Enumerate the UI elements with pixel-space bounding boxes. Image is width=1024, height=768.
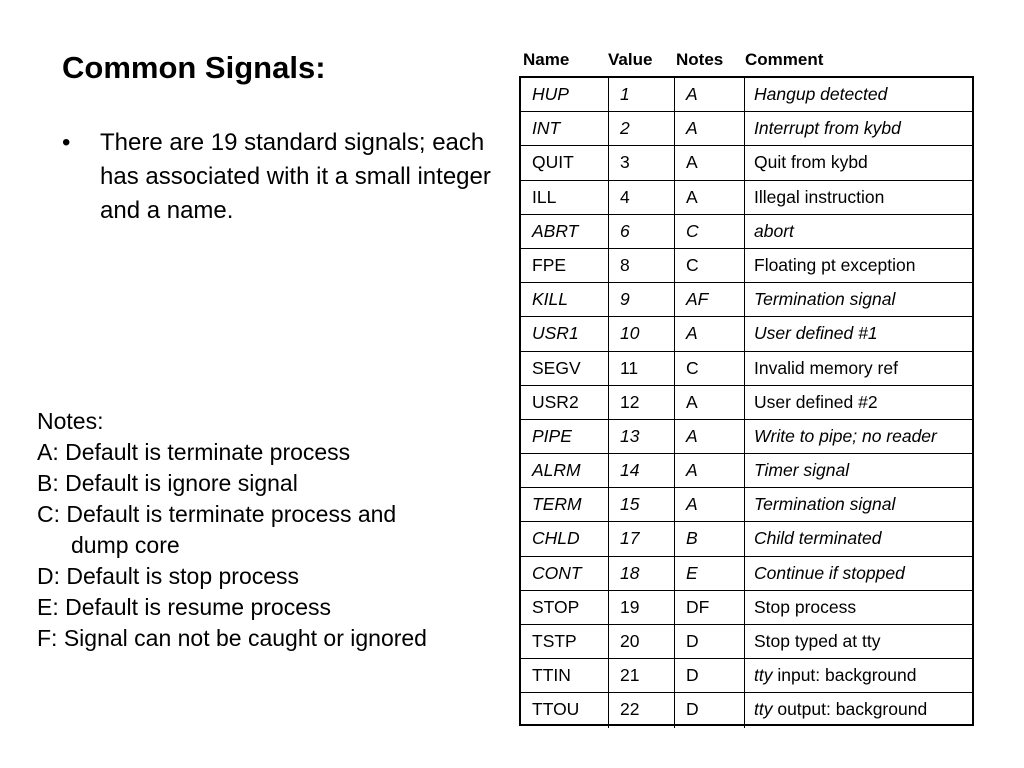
table-row bbox=[521, 181, 972, 215]
signal-comment-cell: Stop typed at tty bbox=[754, 631, 881, 651]
signal-comment-cell: Child terminated bbox=[754, 528, 882, 549]
signal-name-cell: ALRM bbox=[521, 454, 609, 487]
signal-name-cell: KILL bbox=[521, 283, 609, 316]
table-row bbox=[521, 557, 972, 591]
table-row bbox=[521, 283, 972, 317]
table-row bbox=[521, 522, 972, 556]
signal-notes-cell: DF bbox=[675, 591, 745, 624]
table-row bbox=[521, 454, 972, 488]
signal-name-cell: QUIT bbox=[521, 146, 609, 179]
table-row bbox=[521, 78, 972, 112]
signal-notes-cell: C bbox=[675, 215, 745, 248]
note-f: F: Signal can not be caught or ignored bbox=[37, 625, 427, 651]
signal-value-cell: 8 bbox=[609, 249, 675, 282]
signal-comment-cell: Termination signal bbox=[754, 494, 896, 515]
notes-heading: Notes: bbox=[37, 408, 104, 434]
note-c: C: Default is terminate process and bbox=[37, 501, 397, 527]
signal-name-cell: ILL bbox=[521, 181, 609, 214]
signal-name-cell: INT bbox=[521, 112, 609, 145]
signal-comment-cell: Hangup detected bbox=[754, 84, 888, 104]
signal-name-cell: ABRT bbox=[521, 215, 609, 248]
signal-notes-cell: A bbox=[675, 112, 745, 145]
table-row bbox=[521, 352, 972, 386]
signal-table bbox=[519, 76, 974, 726]
signal-comment-cell: Termination signal bbox=[754, 289, 896, 310]
bullet-point bbox=[62, 126, 502, 228]
signal-comment-cell: Invalid memory ref bbox=[754, 357, 898, 378]
signal-comment-cell bbox=[745, 693, 972, 727]
table-row bbox=[521, 386, 972, 420]
signal-notes-cell: B bbox=[675, 522, 745, 555]
signal-value-cell: 22 bbox=[609, 693, 675, 727]
signal-name-cell: TTOU bbox=[521, 693, 609, 727]
signal-comment-cell: Illegal instruction bbox=[754, 186, 885, 207]
signal-comment-cell: Interrupt from kybd bbox=[754, 118, 901, 139]
signal-notes-cell: AF bbox=[675, 283, 745, 316]
header-value: Value bbox=[608, 50, 653, 69]
signal-value-cell: 13 bbox=[609, 420, 675, 453]
signal-comment-cell bbox=[745, 659, 972, 692]
header-notes: Notes bbox=[676, 50, 724, 69]
signal-value-cell: 1 bbox=[609, 78, 675, 111]
note-d: D: Default is stop process bbox=[37, 563, 300, 589]
signal-value-cell: 2 bbox=[609, 112, 675, 145]
signal-notes-cell: A bbox=[675, 146, 745, 179]
table-row bbox=[521, 146, 972, 180]
signal-value-cell: 20 bbox=[609, 625, 675, 658]
table-row bbox=[521, 659, 972, 693]
signal-value-cell: 3 bbox=[609, 146, 675, 179]
signal-comment-cell: Continue if stopped bbox=[754, 562, 905, 583]
comment-text: input: background bbox=[772, 665, 917, 686]
signal-notes-cell: A bbox=[675, 454, 745, 487]
signal-notes-cell: A bbox=[675, 78, 745, 111]
table-row bbox=[521, 420, 972, 454]
signal-notes-cell: C bbox=[675, 352, 745, 385]
table-row bbox=[521, 488, 972, 522]
signal-name-cell: SEGV bbox=[521, 352, 609, 385]
signal-value-cell: 12 bbox=[609, 386, 675, 419]
comment-emphasis: tty bbox=[754, 665, 773, 686]
table-header bbox=[0, 49, 1024, 71]
signal-value-cell: 19 bbox=[609, 591, 675, 624]
signal-name-cell: STOP bbox=[521, 591, 609, 624]
signal-notes-cell: A bbox=[675, 181, 745, 214]
signal-notes-cell: A bbox=[675, 317, 745, 350]
signal-comment-cell: User defined #2 bbox=[754, 391, 878, 412]
header-name: Name bbox=[523, 50, 570, 69]
signal-value-cell: 15 bbox=[609, 488, 675, 521]
comment-text: output: background bbox=[772, 699, 928, 720]
signal-notes-cell: A bbox=[675, 386, 745, 419]
signal-comment-cell: Quit from kybd bbox=[754, 152, 868, 173]
signal-value-cell: 11 bbox=[609, 352, 675, 385]
notes-block bbox=[37, 406, 497, 654]
signal-name-cell: USR2 bbox=[521, 386, 609, 419]
note-a: A: Default is terminate process bbox=[37, 439, 351, 465]
table-row bbox=[521, 591, 972, 625]
table-row bbox=[521, 317, 972, 351]
table-row bbox=[521, 625, 972, 659]
signal-name-cell: USR1 bbox=[521, 317, 609, 350]
table-row bbox=[521, 215, 972, 249]
signal-value-cell: 6 bbox=[609, 215, 675, 248]
note-e: E: Default is resume process bbox=[37, 594, 332, 620]
signal-name-cell: TSTP bbox=[521, 625, 609, 658]
signal-comment-cell: Write to pipe; no reader bbox=[754, 425, 937, 446]
signal-comment-cell: Stop process bbox=[754, 596, 857, 617]
signal-notes-cell: E bbox=[675, 557, 745, 590]
signal-comment-cell: Floating pt exception bbox=[754, 254, 916, 275]
table-row bbox=[521, 693, 972, 727]
comment-emphasis: tty bbox=[754, 699, 773, 720]
signal-value-cell: 21 bbox=[609, 659, 675, 692]
bullet-dot-icon: • bbox=[62, 129, 71, 156]
signal-value-cell: 14 bbox=[609, 454, 675, 487]
signal-name-cell: FPE bbox=[521, 249, 609, 282]
header-comment: Comment bbox=[745, 50, 824, 69]
signal-value-cell: 10 bbox=[609, 317, 675, 350]
slide-title: Common Signals: bbox=[62, 50, 326, 85]
signal-name-cell: HUP bbox=[521, 78, 609, 111]
table-row bbox=[521, 249, 972, 283]
signal-name-cell: TERM bbox=[521, 488, 609, 521]
signal-value-cell: 4 bbox=[609, 181, 675, 214]
note-c-continuation: dump core bbox=[71, 532, 180, 558]
signal-notes-cell: D bbox=[675, 625, 745, 658]
signal-comment-cell: User defined #1 bbox=[754, 323, 878, 344]
signal-notes-cell: C bbox=[675, 249, 745, 282]
signal-comment-cell: Timer signal bbox=[754, 460, 850, 481]
table-row bbox=[521, 112, 972, 146]
bullet-text: There are 19 standard signals; each has associated with it a small integer and a name. bbox=[100, 129, 491, 224]
signal-name-cell: TTIN bbox=[521, 659, 609, 692]
signal-notes-cell: A bbox=[675, 488, 745, 521]
signal-name-cell: PIPE bbox=[521, 420, 609, 453]
signal-notes-cell: D bbox=[675, 693, 745, 727]
signal-name-cell: CONT bbox=[521, 557, 609, 590]
note-b: B: Default is ignore signal bbox=[37, 470, 298, 496]
signal-value-cell: 17 bbox=[609, 522, 675, 555]
signal-comment-cell: abort bbox=[754, 220, 794, 241]
signal-notes-cell: A bbox=[675, 420, 745, 453]
signal-notes-cell: D bbox=[675, 659, 745, 692]
signal-value-cell: 18 bbox=[609, 557, 675, 590]
signal-value-cell: 9 bbox=[609, 283, 675, 316]
signal-name-cell: CHLD bbox=[521, 522, 609, 555]
